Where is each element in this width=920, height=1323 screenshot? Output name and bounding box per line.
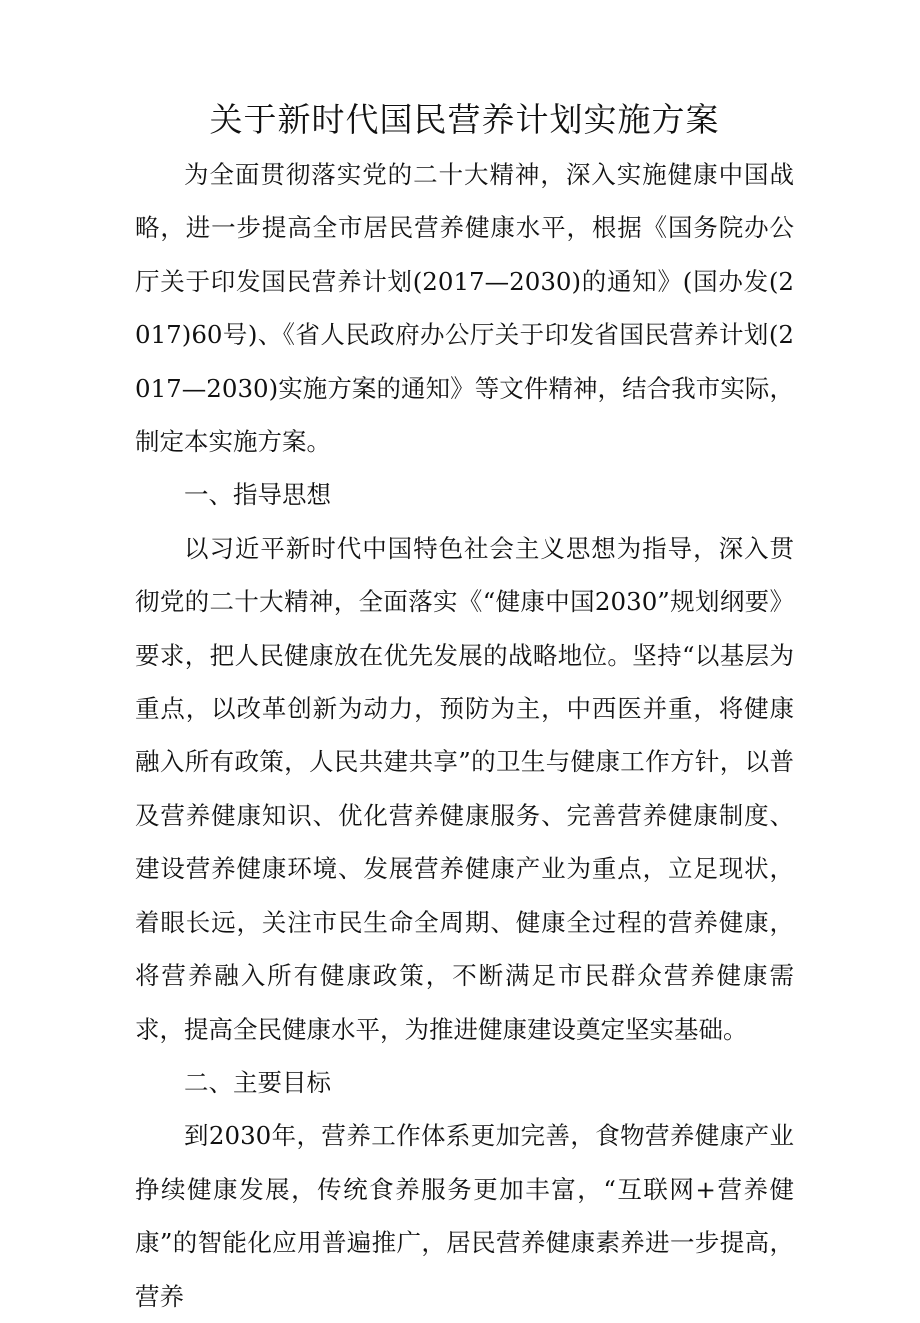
document-title: 关于新时代国民营养计划实施方案: [209, 100, 720, 139]
main-goals-paragraph: 到2030年，营养工作体系更加完善，食物营养健康产业挣续健康发展，传统食养服务更加丰富，“互联网+营养健康”的智能化应用普遍推广，居民营养健康素养进一步提高，营养: [135, 1121, 794, 1311]
guiding-ideology-paragraph: 以习近平新时代中国特色社会主义思想为指导，深入贯彻党的二十大精神，全面落实《“健康中国2030”规划纲要》要求，把人民健康放在优先发展的战略地位。坚持“以基层为重点，以改革创新为动力，预防为主，中西医并重，将健康融入所有政策，人民共建共享”的卫生与健康工作方针，以普及营养健康知识、优化营养健康服务、完善营养健康制度、建设营养健康环境、发展营养健康产业为重点，立足现状，着眼长远，关注市民生命全周期、健康全过程的营养健康，将营养融入所有健康政策，不断满足市民群众营养健康需求，提高全民健康水平，为推进健康建设奠定坚实基础。: [135, 533, 794, 1044]
section-heading-guiding-ideology: 一、指导思想: [184, 480, 331, 510]
intro-paragraph: 为全面贯彻落实党的二十大精神，深入实施健康中国战略，进一步提高全市居民营养健康水平，根据《国务院办公厅关于印发国民营养计划(2017—2030)的通知》(国办发(2017)60号)、《省人民政府办公厅关于印发省国民营养计划(2017—2030)实施方案的通知》等文件精神，结合我市实际，制定本实施方案。: [135, 160, 794, 457]
section-heading-main-goals: 二、主要目标: [184, 1067, 331, 1097]
